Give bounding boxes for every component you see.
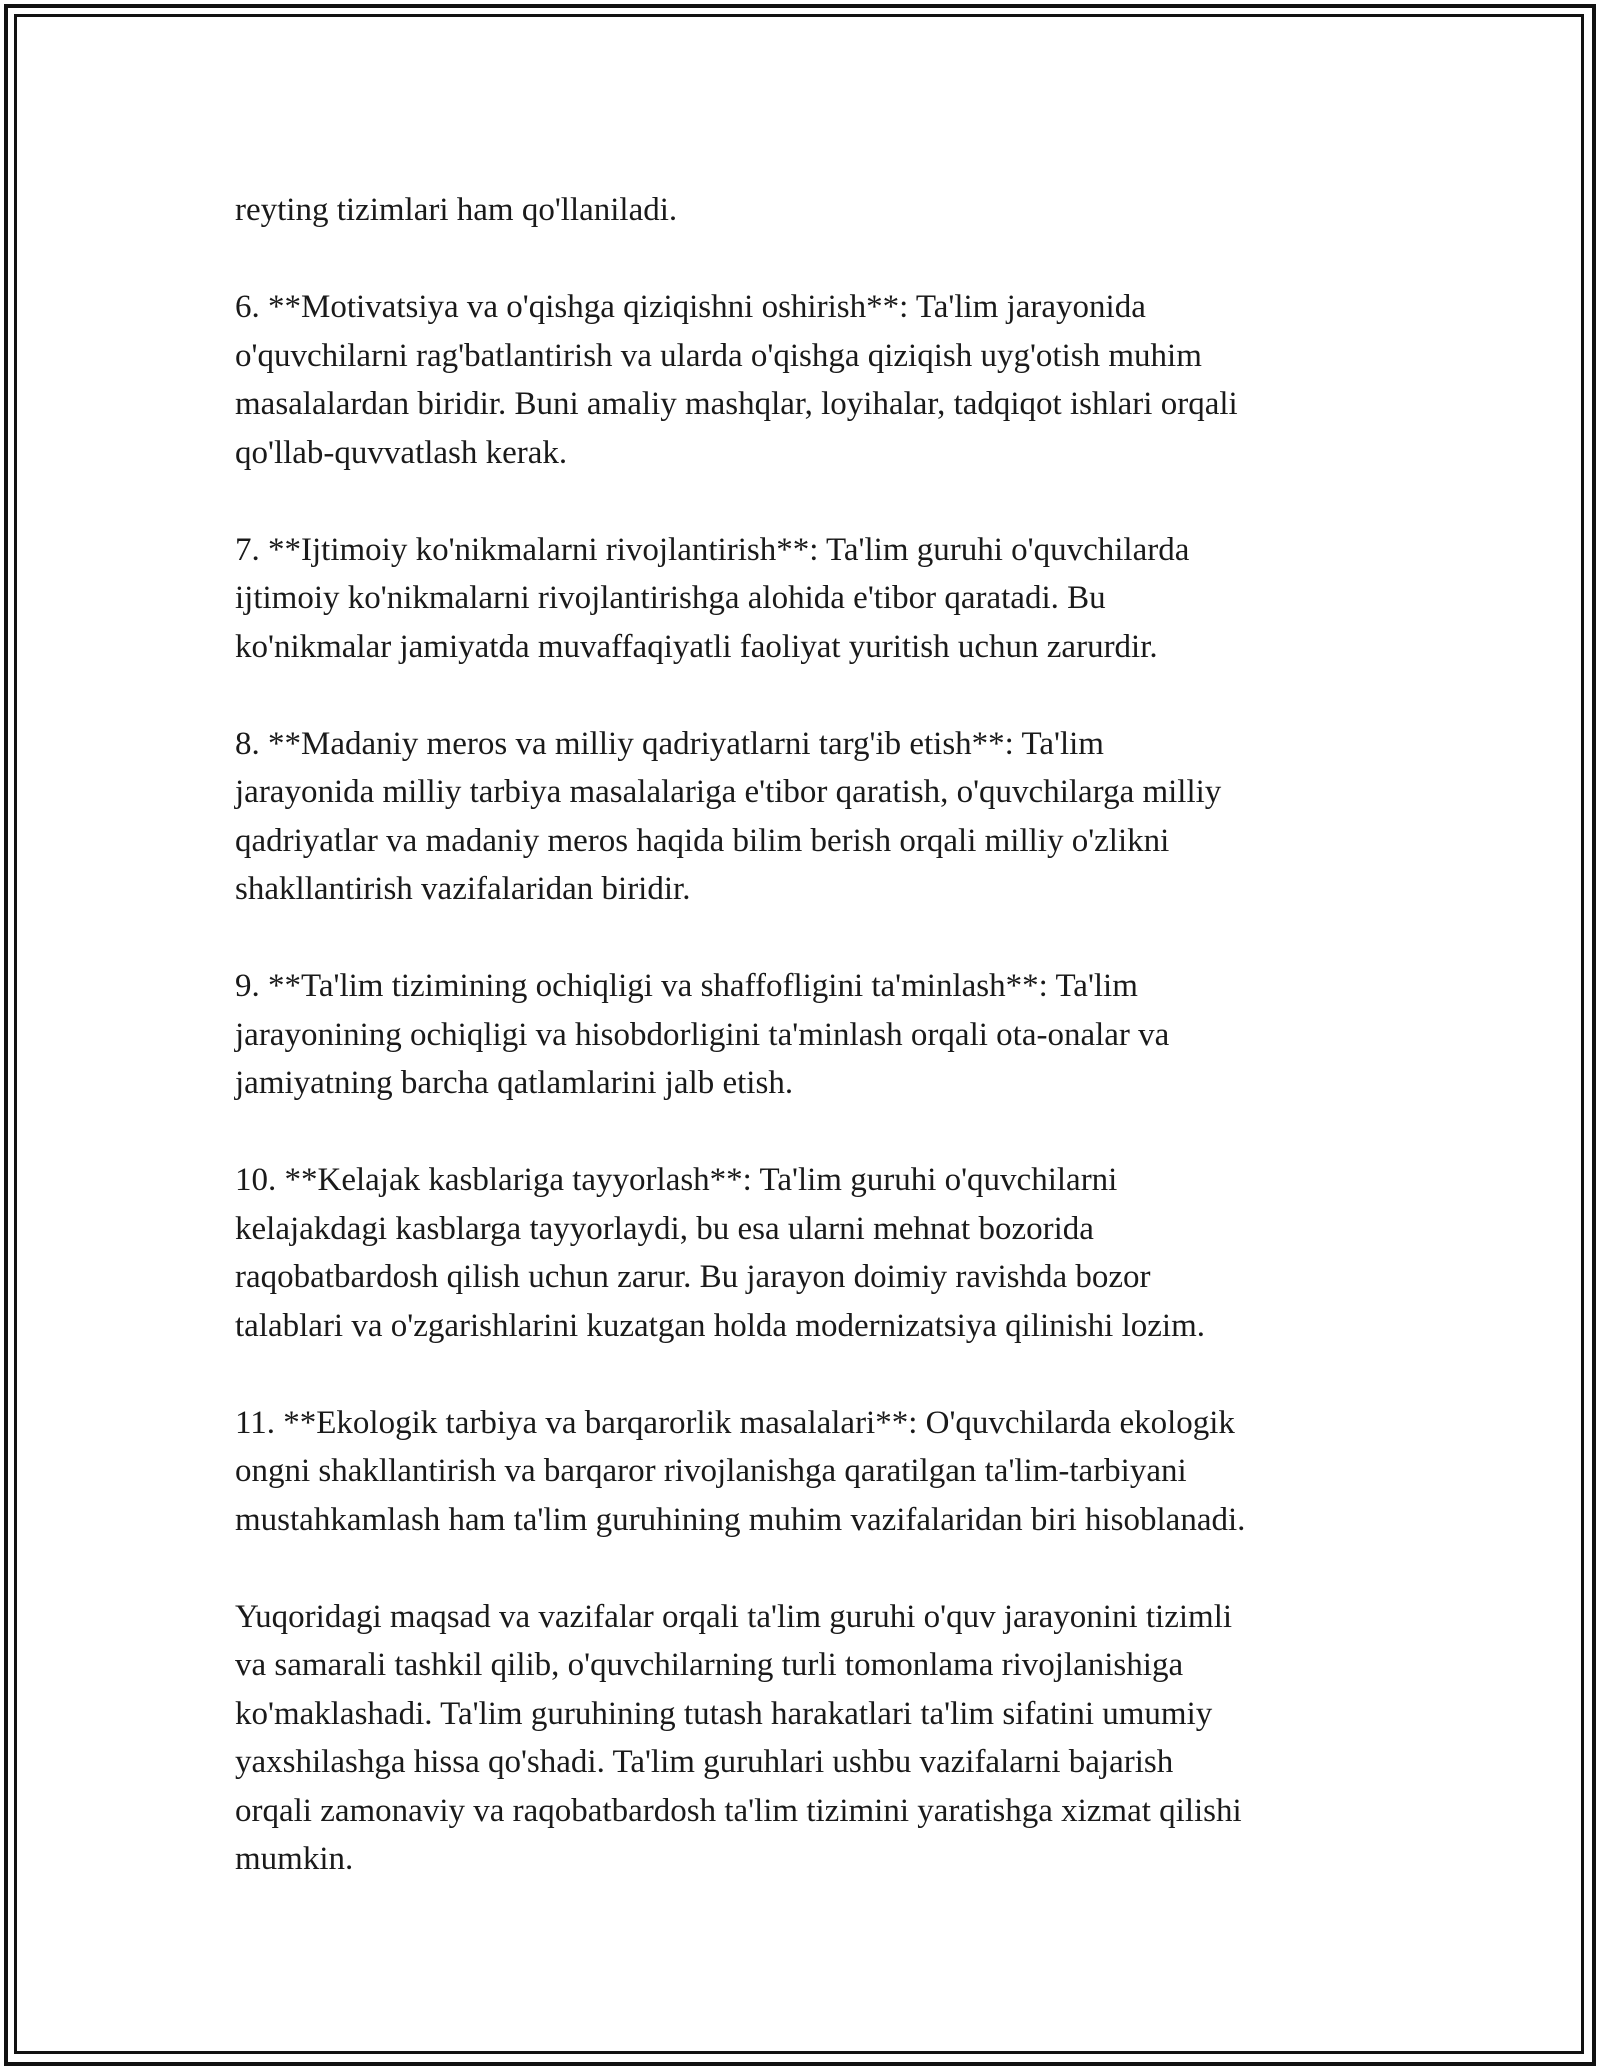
paragraph-item-8: 8. **Madaniy meros va milliy qadriyatlarni targ'ib etish**: Ta'lim jarayonida milliy tarbiya masalalariga e'tibor qaratish, o'quvchilarga milliy qadriyatlar va madaniy meros haqida bilim berish orqali milliy o'zlikni shakllantirish vazifalaridan biridir. (235, 725, 1222, 907)
paragraph-conclusion: Yuqoridagi maqsad va vazifalar orqali ta'lim guruhi o'quv jarayonini tizimli va samarali tashkil qilib, o'quvchilarning turli tomonlama rivojlanishiga ko'maklashadi. Ta'lim guruhining tutash harakatlari ta'lim sifatini umumiy yaxshilashga hissa qo'shadi. Ta'lim guruhlari ushbu vazifalarni bajarish orqali zamonaviy va raqobatbardosh ta'lim tizimini yaratishga xizmat qilishi mumkin. (235, 1598, 1242, 1877)
document-body (235, 186, 1365, 1932)
paragraph-item-11: 11. **Ekologik tarbiya va barqarorlik masalalari**: O'quvchilarda ekologik ongni shakllantirish va barqaror rivojlanishga qaratilgan ta'lim-tarbiyani mustahkamlash ham ta'lim guruhining muhim vazifalaridan biri hisoblanadi. (235, 1404, 1246, 1538)
paragraph-item-6: 6. **Motivatsiya va o'qishga qiziqishni oshirish**: Ta'lim jarayonida o'quvchilarni rag'batlantirish va ularda o'qishga qiziqish uyg'otish muhim masalalardan biridir. Buni amaliy mashqlar, loyihalar, tadqiqot ishlari orqali qo'llab-quvvatlash kerak. (235, 289, 1238, 471)
paragraph-item-9: 9. **Ta'lim tizimining ochiqligi va shaffofligini ta'minlash**: Ta'lim jarayonining ochiqligi va hisobdorligini ta'minlash orqali ota-onalar va jamiyatning barcha qatlamlarini jalb etish. (235, 968, 1170, 1101)
paragraph-item-7: 7. **Ijtimoiy ko'nikmalarni rivojlantirish**: Ta'lim guruhi o'quvchilarda ijtimoiy ko'nikmalarni rivojlantirishga alohida e'tibor qaratadi. Bu ko'nikmalar jamiyatda muvaffaqiyatli faoliyat yuritish uchun zarurdir. (235, 531, 1190, 665)
paragraph-item-10: 10. **Kelajak kasblariga tayyorlash**: Ta'lim guruhi o'quvchilarni kelajakdagi kasblarga tayyorlaydi, bu esa ularni mehnat bozorida raqobatbardosh qilish uchun zarur. Bu jarayon doimiy ravishda bozor talablari va o'zgarishlarini kuzatgan holda modernizatsiya qilinishi lozim. (235, 1162, 1205, 1344)
paragraph-continuation: reyting tizimlari ham qo'llaniladi. (235, 192, 678, 228)
